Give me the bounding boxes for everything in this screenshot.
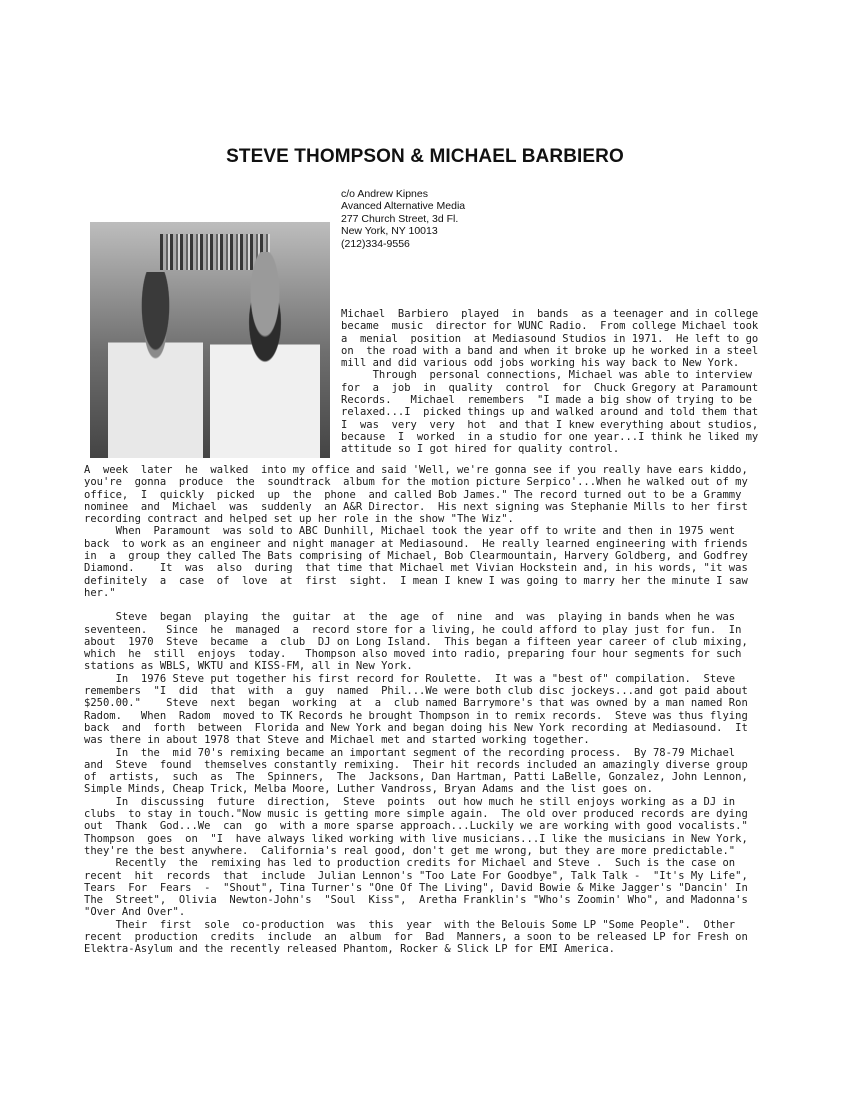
text-line: recent production credits include an album for Bad Manners, a soon to be released LP for Fresh on bbox=[84, 930, 748, 943]
text-line: which he still enjoys today. Thompson also moved into radio, preparing four hour segments for such bbox=[84, 648, 742, 661]
text-line: Their first sole co-production was this year with the Belouis Some LP "Some People". Other bbox=[84, 918, 736, 931]
text-line: on the road with a band and when it broke up he worked in a steel bbox=[341, 344, 759, 357]
text-line: back to work as an engineer and night manager at Mediasound. He really learned engineering with friends bbox=[84, 537, 748, 550]
person-right-image bbox=[210, 252, 320, 458]
contact-address bbox=[341, 188, 465, 250]
text-line: in a group they called The Bats comprising of Michael, Bob Clearmountain, Harvery Goldberg, and Godfrey bbox=[84, 550, 748, 563]
bio-paragraph-thompson bbox=[84, 611, 776, 955]
bio-paragraph-barbiero-cont bbox=[84, 464, 776, 599]
text-line: stations as WBLS, WKTU and KISS-FM, all in New York. bbox=[84, 660, 413, 673]
text-line: office, I quickly picked up the phone and called Bob James." The record turned out to be a Grammy bbox=[84, 488, 742, 501]
address-line: New York, NY 10013 bbox=[341, 225, 438, 238]
text-line: Recently the remixing has led to production credits for Michael and Steve . Such is the case on bbox=[84, 857, 736, 870]
text-line: clubs to stay in touch."Now music is getting more simple again. The old over produced records are dying bbox=[84, 808, 748, 821]
text-line: a menial position at Mediasound Studios in 1971. He left to go bbox=[341, 332, 759, 345]
text-line: When Paramount was sold to ABC Dunhill, Michael took the year off to write and then in 1975 went bbox=[84, 525, 736, 538]
text-line: seventeen. Since he managed a record store for a living, he could afford to play just for fun. In bbox=[84, 623, 742, 636]
text-line: I was very very hot and that I knew everything about studios, bbox=[341, 418, 759, 431]
portrait-photo bbox=[90, 222, 330, 458]
address-line: c/o Andrew Kipnes bbox=[341, 188, 428, 200]
text-line: back and forth between Florida and New York and began doing his New York recording at Mediasound. It bbox=[84, 721, 748, 734]
text-line: "Over And Over". bbox=[84, 906, 186, 919]
bio-paragraph-barbiero bbox=[341, 308, 773, 456]
text-line: Tears For Fears - "Shout", Tina Turner's "One Of The Living", David Bowie & Mike Jagger's "Dancin' In bbox=[84, 881, 748, 894]
text-line: relaxed...I picked things up and walked around and told them that bbox=[341, 406, 759, 419]
bio-text-full-width bbox=[84, 464, 776, 956]
text-line: remembers "I did that with a guy named Phil...We were both club disc jockeys...and got paid about bbox=[84, 685, 748, 698]
page-title: STEVE THOMPSON & MICHAEL BARBIERO bbox=[226, 146, 624, 167]
text-line: her." bbox=[84, 586, 116, 599]
text-line: Michael Barbiero played in bands as a teenager and in college bbox=[341, 308, 759, 320]
text-line: they're the best anywhere. California's real good, don't get me wrong, but they are more predictable." bbox=[84, 844, 736, 857]
text-line: In 1976 Steve put together his first record for Roulette. It was a "best of" compilation. Steve bbox=[84, 672, 736, 685]
text-line: you're gonna produce the soundtrack album for the motion picture Serpico'...When he walked out of my bbox=[84, 476, 748, 489]
text-line: definitely a case of love at first sight. I mean I knew I was going to marry her the minute I saw bbox=[84, 574, 748, 587]
text-line: Thompson goes on "I have always liked working with live musicians...I like the musicians in New York, bbox=[84, 832, 748, 845]
text-line: Elektra-Asylum and the recently released Phantom, Rocker & Slick LP for EMI America. bbox=[84, 943, 616, 956]
text-line: In the mid 70's remixing became an important segment of the recording process. By 78-79 Michael bbox=[84, 746, 736, 759]
text-line: Radom. When Radom moved to TK Records he brought Thompson in to remix records. Steve was thus flying bbox=[84, 709, 748, 722]
text-line: about 1970 Steve became a club DJ on Long Island. This began a fifteen year career of club mixing, bbox=[84, 635, 748, 648]
text-line: for a job in quality control for Chuck Gregory at Paramount bbox=[341, 381, 759, 394]
text-line: mill and did various odd jobs working his way back to New York. bbox=[341, 357, 740, 370]
text-line: A week later he walked into my office and said 'Well, we're gonna see if you really have ears kiddo, bbox=[84, 464, 748, 476]
text-line: of artists, such as The Spinners, The Jacksons, Dan Hartman, Patti LaBelle, Gonzalez, John Lennon, bbox=[84, 771, 748, 784]
text-line: Records. Michael remembers "I made a big show of trying to be bbox=[341, 394, 752, 407]
text-line: Diamond. It was also during that time that Michael met Vivian Hockstein and, in his words, "it was bbox=[84, 562, 748, 575]
text-line: became music director for WUNC Radio. From college Michael took bbox=[341, 320, 759, 333]
text-line: was there in about 1978 that Steve and Michael met and started working together. bbox=[84, 734, 590, 747]
text-line: recording contract and helped set up her role in the show "The Wiz". bbox=[84, 513, 514, 526]
text-line: because I worked in a studio for one year...I think he liked my bbox=[341, 430, 759, 443]
text-line: In discussing future direction, Steve points out how much he still enjoys working as a DJ in bbox=[84, 795, 736, 808]
text-line: attitude so I got hired for quality control. bbox=[341, 443, 620, 456]
text-line: The Street", Olivia Newton-John's "Soul Kiss", Aretha Franklin's "Who's Zoomin' Who", and Madonna's bbox=[84, 894, 748, 907]
text-line: Through personal connections, Michael was able to interview bbox=[341, 369, 752, 382]
text-line: and Steve found themselves constantly remixing. Their hit records included an amazingly diverse group bbox=[84, 758, 748, 771]
address-line: (212)334-9556 bbox=[341, 237, 410, 250]
address-line: Avanced Alternative Media bbox=[341, 200, 466, 213]
text-line: recent hit records that include Julian Lennon's "Too Late For Goodbye", Talk Talk - "It's My Life", bbox=[84, 869, 748, 882]
text-line: out Thank God...We can go with a more sparse approach...Luckily we are working with good vocalists." bbox=[84, 820, 748, 833]
paragraph-gap bbox=[84, 599, 776, 611]
address-line: 277 Church Street, 3d Fl. bbox=[341, 212, 459, 225]
text-line: nominee and Michael was suddenly an A&R Director. His next signing was Stephanie Mills to her first bbox=[84, 500, 748, 513]
text-line: Steve began playing the guitar at the age of nine and was playing in bands when he was bbox=[84, 611, 736, 624]
text-line: $250.00." Steve next began working at a club named Barrymore's that was owned by a man named Ron bbox=[84, 697, 748, 710]
text-line: Simple Minds, Cheap Trick, Melba Moore, Luther Vandross, Bryan Adams and the list goes on. bbox=[84, 783, 653, 796]
person-left-image bbox=[108, 272, 203, 458]
